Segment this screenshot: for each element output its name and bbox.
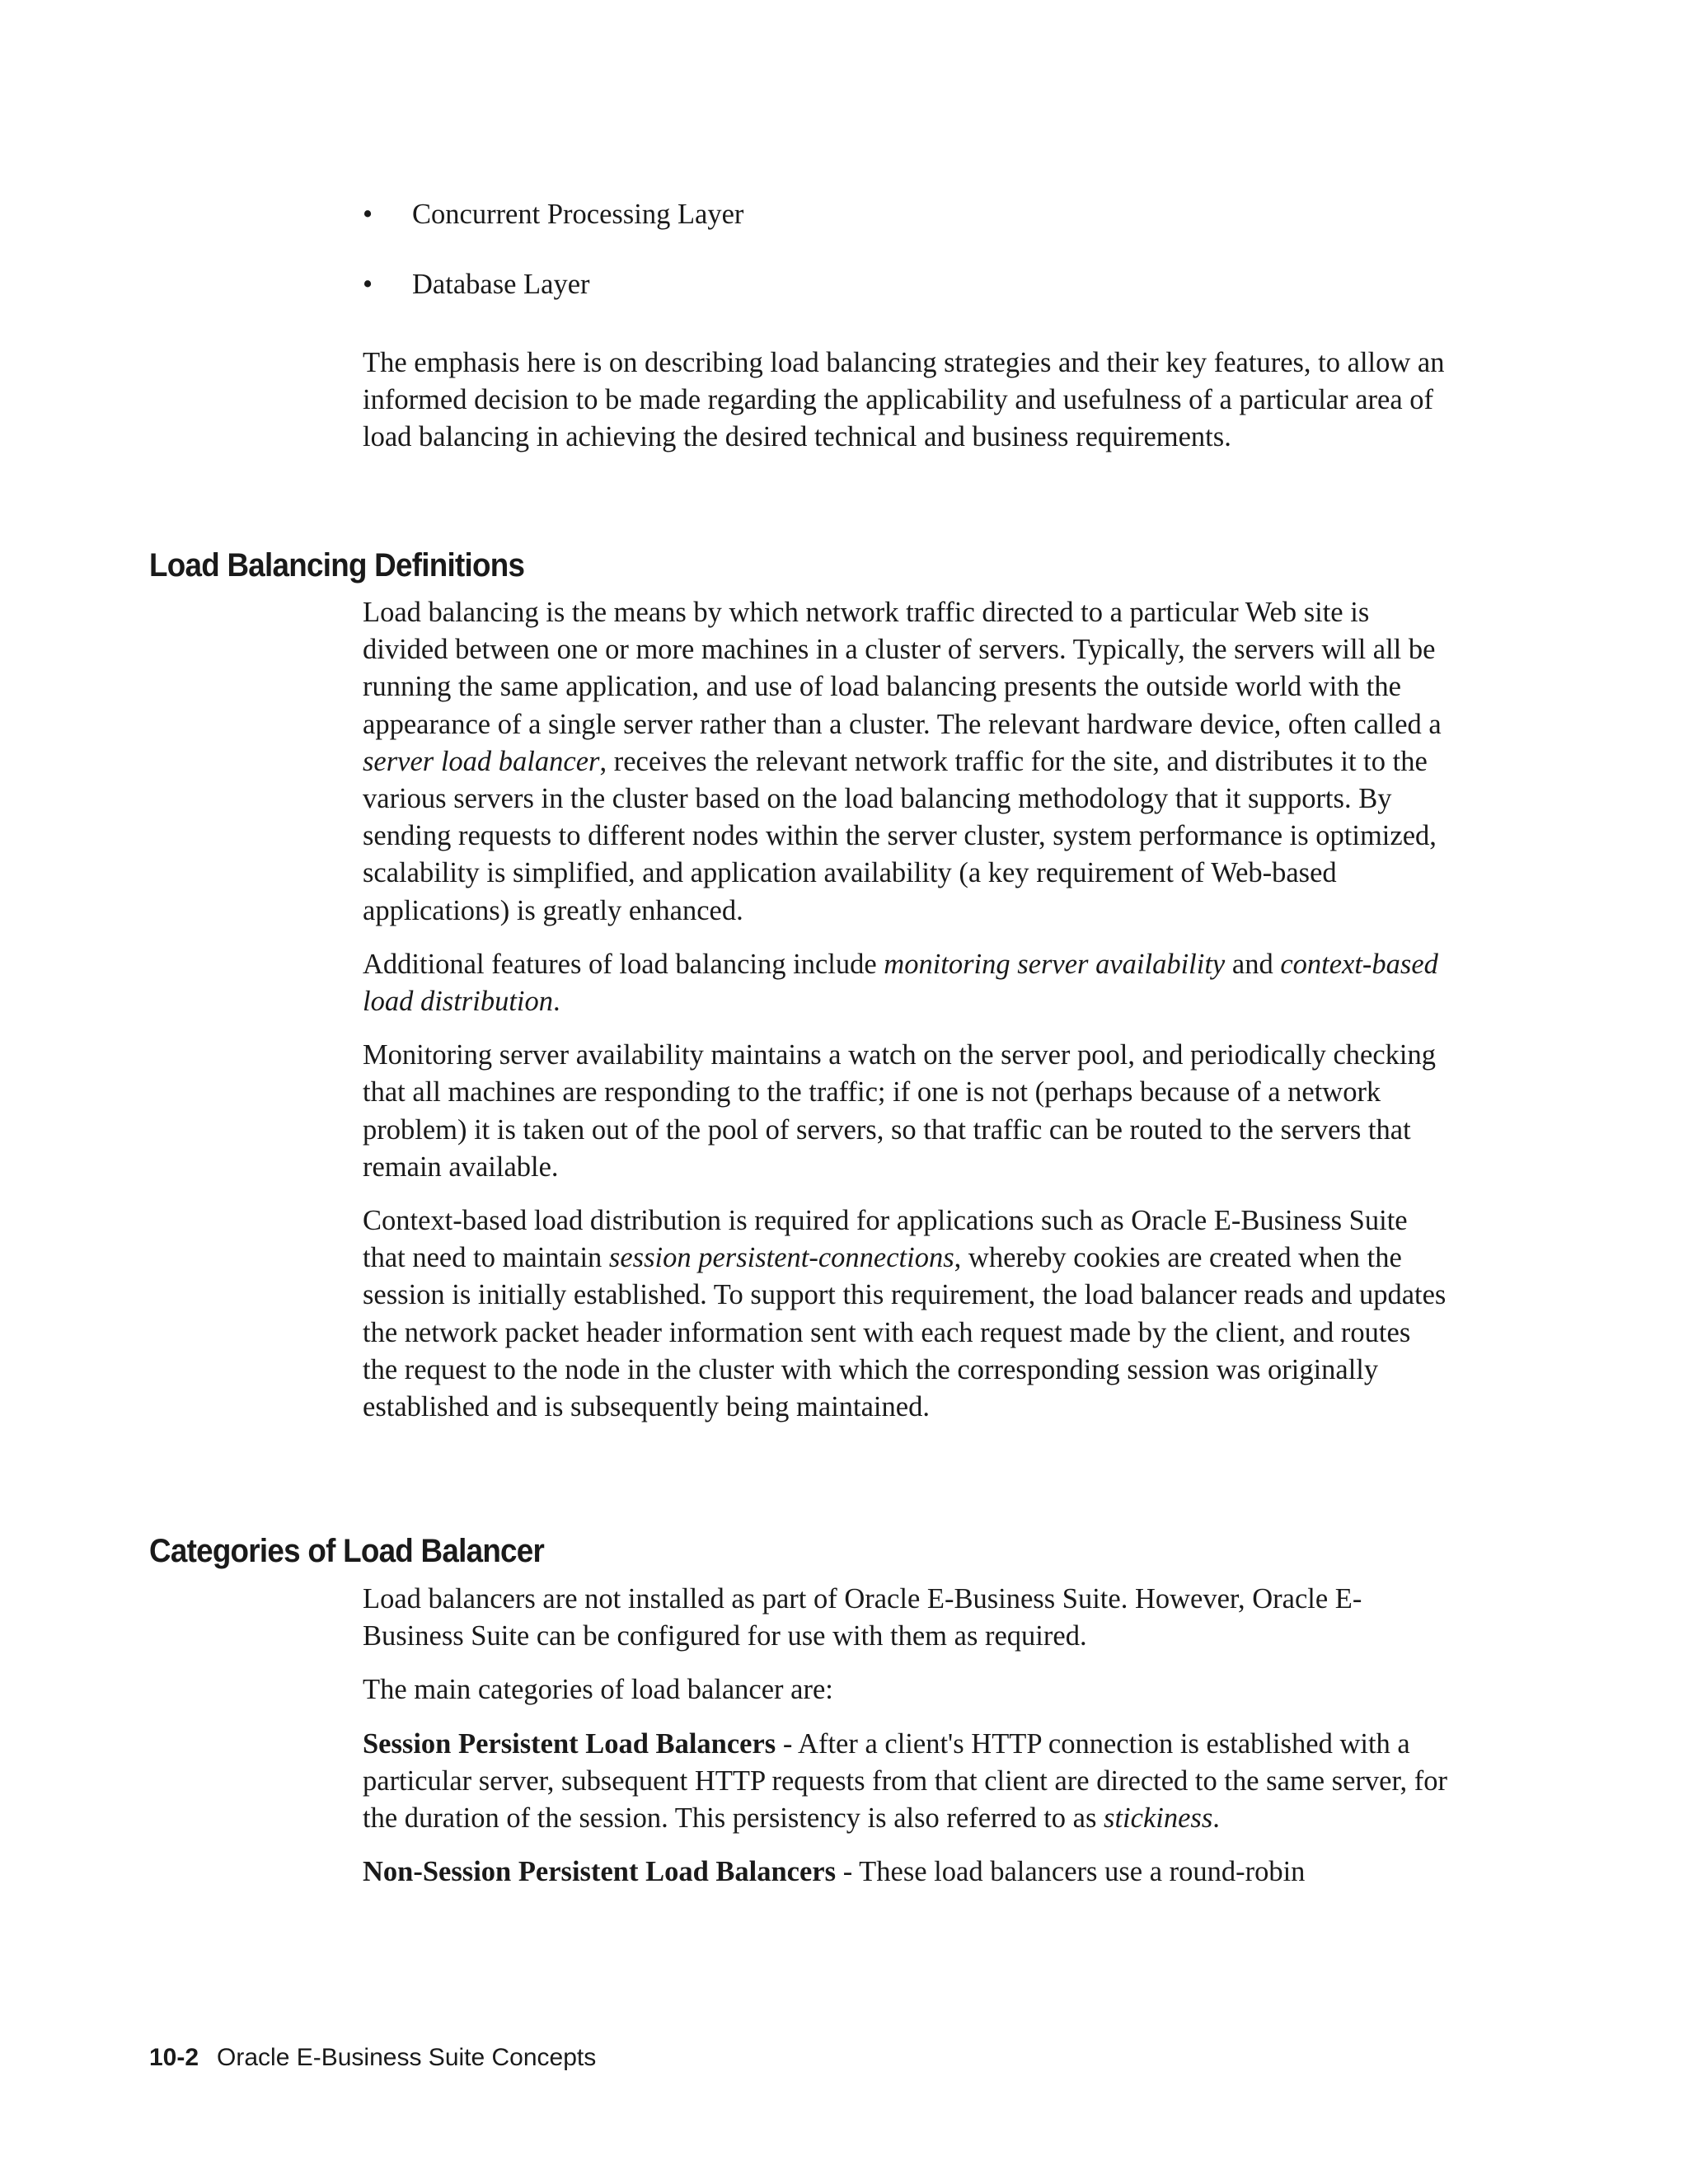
text-run: . <box>553 986 560 1018</box>
bullet-dot-icon: • <box>363 199 373 230</box>
italic-term: server load balancer <box>363 745 600 777</box>
text-run: - These load balancers use a round-robin <box>836 1856 1306 1888</box>
italic-term: stickiness <box>1104 1802 1213 1835</box>
heading-categories-of-load-balancer: Categories of Load Balancer <box>149 1533 545 1569</box>
italic-term: context-based load distribution <box>363 948 1438 1018</box>
text-run: - After a client's HTTP connection is established with a particular server, subsequent HTTP requests from that client are directed to the same server, for the duration of the session. This persistency is also referred to as <box>363 1727 1448 1835</box>
intro-section <box>363 344 1451 473</box>
bold-term: Non-Session Persistent Load Balancers <box>363 1856 837 1888</box>
intro-paragraph: The emphasis here is on describing load balancing strategies and their key features, to allow an informed decision to be made regarding the applicability and usefulness of a particular area of load balancing in achieving the desired technical and business requirements. <box>363 347 1445 453</box>
bold-term: Session Persistent Load Balancers <box>363 1727 776 1760</box>
categories-paragraph-2: The main categories of load balancer are: <box>363 1674 833 1706</box>
text-run: , receives the relevant network traffic for the site, and distributes it to the various servers in the cluster based on the load balancing methodology that it supports. By sending requests to different nodes within the server cluster, system performance is optimized, scalability is simplified, and application availability (a key requirement of Web-based applications) is greatly enhanced. <box>363 745 1437 926</box>
definitions-paragraph-2 <box>363 946 1451 1020</box>
list-item-text: Database Layer <box>412 269 590 301</box>
italic-term: monitoring server availability <box>884 948 1226 980</box>
text-run: . <box>1212 1802 1220 1835</box>
bullet-list <box>363 196 1451 336</box>
definitions-paragraph-4 <box>363 1202 1451 1426</box>
categories-paragraph-3 <box>363 1726 1451 1838</box>
heading-load-balancing-definitions: Load Balancing Definitions <box>149 547 525 583</box>
book-title: Oracle E-Business Suite Concepts <box>217 2044 597 2071</box>
text-run: , whereby cookies are created when the session is initially established. To support this requirement, the load balancer reads and updates the network packet header information sent with each request made by the client, and routes the request to the node in the cluster with which the corresponding session was originally established and is subsequently being maintained. <box>363 1242 1447 1423</box>
text-run: Context-based load distribution is required for applications such as Oracle E-Business Suite that need to maintain <box>363 1205 1408 1274</box>
definitions-paragraph-1 <box>363 594 1451 930</box>
categories-section <box>363 1581 1451 1907</box>
text-run: Load balancing is the means by which network traffic directed to a particular Web site is divided between one or more machines in a cluster of servers. Typically, the servers will all be running the same application, and use of load balancing presents the outside world with the appearance of a single server rather than a cluster. The relevant hardware device, often called a <box>363 597 1442 740</box>
list-item-text: Concurrent Processing Layer <box>412 199 744 230</box>
categories-paragraph-1: Load balancers are not installed as part of Oracle E-Business Suite. However, Oracle E-Business Suite can be configured for use with them as required. <box>363 1583 1362 1652</box>
bullet-dot-icon: • <box>363 269 373 301</box>
text-run: and <box>1225 948 1281 980</box>
categories-paragraph-4 <box>363 1854 1451 1891</box>
definitions-section <box>363 594 1451 1442</box>
definitions-paragraph-3: Monitoring server availability maintains a watch on the server pool, and periodically checking that all machines are responding to the traffic; if one is not (perhaps because of a network problem) it is taken out of the pool of servers, so that traffic can be routed to the servers that remain available. <box>363 1039 1436 1183</box>
italic-term: session persistent-connections <box>608 1242 954 1274</box>
page-number: 10-2 <box>149 2044 199 2071</box>
list-item <box>363 266 1451 303</box>
list-item <box>363 196 1451 233</box>
text-run: Additional features of load balancing include <box>363 948 884 980</box>
page-footer <box>149 2044 596 2072</box>
